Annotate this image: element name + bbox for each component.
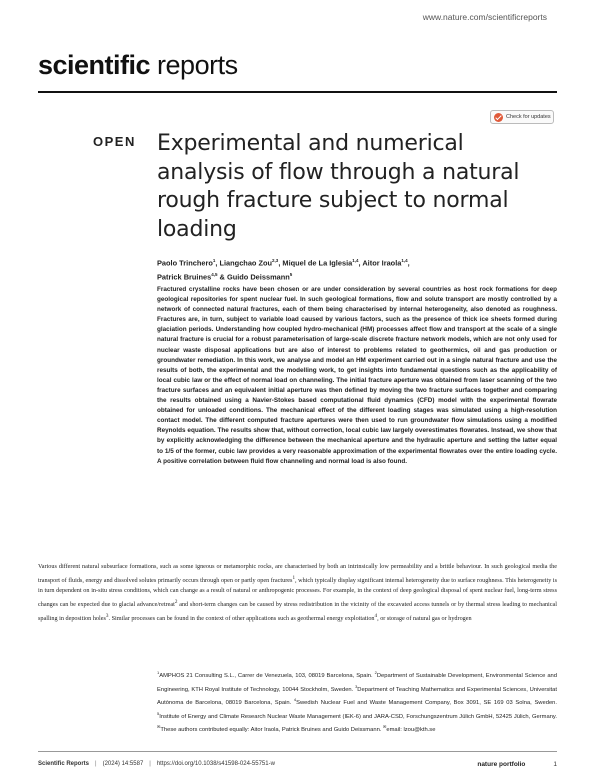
- author-affil-sup: 1: [212, 258, 216, 263]
- affil-sup: 1: [157, 670, 160, 675]
- body-text-segment: Various different natural subsurface formations, such as some igneous or metamorphic rocks, are characterised by both an intrinsically low permeability and a brittle behaviour. In such geological media the transport of fluids, energy and dissolved solutes primarily occurs through open or partly open fractures: [38, 563, 557, 584]
- author-affil-sup: 5: [289, 272, 293, 278]
- check-updates-label: Check for updates: [506, 114, 551, 120]
- abstract: Fractured crystalline rocks have been chosen or are under consideration by several countries as host rock formations for deep geological repositories for spent nuclear fuel. In such geological formations, flow and solute transport are mostly controlled by a network of connected natural fractures, each of them being characterised by internal heterogeneity, also denoted as roughness. Fractures are, in turn, subject to variable load caused by various factors, such as the presence of thick ice sheets formed during glaciation periods. Understanding how coupled hydro-mechanical (HM) processes affect flow and transport at the scale of a single natural fracture is crucial for a robust parameterisation of large-scale discrete fracture network models, which are not only used for nuclear waste disposal applications but are also of interest to problems related to geothermics, oil and gas production or groundwater remediation. In this work, we analyse and model an HM experiment carried out in a single natural fracture and use the results of both, the experimental and the modelling work, to get insights into fundamental questions such as the applicability of local cubic law or the effect of normal load on channeling. The initial fracture aperture was obtained from laser scanning of the two fracture surfaces and an equivalent initial aperture was then defined by moving the two fracture surfaces together and comparing the results obtained using a Navier-Stokes based computational fluid dynamics (CFD) model with the experimental flowrate obtained for unloaded conditions. The mechanical effect of the different loading stages was simulated using a high-resolution contact model. The different computed fracture apertures were then used to run groundwater flow simulations using a modified Reynolds equation. The results show that, without correction, local cubic law largely overestimates flowrates. Instead, we show that by explicitly acknowledging the difference between the mechanical aperture and the hydraulic aperture and setting the latter equal to 1/5 of the former, cubic law provides a very reasonable approximation of the experimental flowrates over the entire loading cycle. A positive correlation between fluid flow channeling and normal load is also found.: [157, 286, 557, 465]
- affiliations: [157, 668, 557, 736]
- open-access-label: OPEN: [93, 134, 136, 149]
- affil-text: Institute of Energy and Climate Research Nuclear Waste Management (IEK-6) and JARA-CSD, Forschungszentrum Jülich GmbH, 52425 Jülich, Germany.: [159, 713, 557, 720]
- affil-text: These authors contributed equally: Aitor Iraola, Patrick Bruines and Guido Deissmann.: [160, 726, 384, 733]
- body-text-segment: , which typically display significant internal heterogeneity due to surface roughness. This heterogeneity is in turn dependent on in-situ stress conditions, which can change as a result of natural or anthropogenic processes. For example, in the context of deep geological disposal of spent nuclear fuel, long-term stress changes can be expected due to glacial advance/retreat: [38, 576, 557, 608]
- footer-volume: (2024) 14:5587: [102, 761, 144, 767]
- author-name[interactable]: Patrick Bruines: [157, 272, 212, 282]
- footer-journal: Scientific Reports: [38, 761, 90, 767]
- affil-text: AMPHOS 21 Consulting S.L., Carrer de Venezuela, 103, 08019 Barcelona, Spain.: [159, 672, 375, 679]
- journal-logo[interactable]: [38, 50, 238, 81]
- author-affil-sup: 2,3: [272, 258, 279, 263]
- affil-text: Department of Sustainable Development, Environmental Science and Engineering, KTH Royal Institute of Technology, 10044 Stockholm, Sweden.: [157, 672, 557, 693]
- author-list: [157, 255, 557, 284]
- author-affil-sup: 4,5: [211, 272, 218, 278]
- footer-separator: |: [95, 761, 97, 767]
- journal-name-bold: scientific: [38, 50, 151, 80]
- email-icon: ✉: [383, 724, 387, 730]
- affil-sup: 2: [374, 670, 377, 675]
- affil-sup: 4: [293, 697, 297, 703]
- intro-paragraph: [38, 562, 557, 624]
- author-name[interactable]: , Liangchao Zou: [215, 258, 273, 268]
- citation-ref[interactable]: 4: [374, 612, 378, 619]
- author-name[interactable]: , Aitor Iraola: [358, 258, 402, 268]
- corresponding-email[interactable]: email: lzou@kth.se: [386, 726, 436, 733]
- header-rule: [38, 91, 557, 93]
- author-name[interactable]: , Miquel de La Iglesia: [278, 258, 353, 268]
- affil-text: Department of Teaching Mathematics and Experimental Sciences, Universitat Autònoma de Barcelona, 08019 Barcelona, Spain.: [157, 686, 557, 706]
- check-updates-icon: [494, 113, 503, 122]
- equal-contrib-icon: ✉: [157, 724, 161, 730]
- check-for-updates-button[interactable]: [490, 110, 554, 124]
- citation-ref[interactable]: 1: [292, 574, 296, 581]
- author-separator: ,: [407, 258, 410, 268]
- footer-separator: |: [149, 761, 151, 767]
- affil-text: Swedish Nuclear Fuel and Waste Management Company, Box 3091, SE 169 03 Solna, Sweden.: [296, 699, 558, 706]
- body-text-segment: , or storage of natural gas or hydrogen: [377, 614, 472, 622]
- journal-name-regular: reports: [150, 50, 238, 80]
- body-text-segment: and short-term changes can be caused by stress redistribution in the vicinity of the excavated access tunnels or by thermal stress leading to mechanical spalling in deposition holes: [38, 600, 557, 622]
- affil-sup: 5: [157, 710, 160, 716]
- affil-sup: 3: [355, 683, 358, 689]
- article-title: Experimental and numerical analysis of flow through a natural rough fracture subject to normal loading: [157, 131, 520, 242]
- citation-ref[interactable]: 3: [105, 612, 109, 619]
- footer-doi-link[interactable]: https://doi.org/10.1038/s41598-024-55751-w: [156, 761, 275, 767]
- journal-url[interactable]: www.nature.com/scientificreports: [422, 12, 547, 22]
- footer-rule: [38, 751, 557, 752]
- author-affil-sup: 1,4: [401, 258, 408, 263]
- body-text-segment: . Similar processes can be found in the context of other applications such as geothermal energy exploitation: [108, 614, 375, 622]
- author-name[interactable]: Paolo Trinchero: [157, 258, 213, 268]
- author-name[interactable]: & Guido Deissmann: [217, 272, 290, 282]
- page-footer: [38, 758, 557, 770]
- publisher-logo: nature portfolio: [477, 760, 526, 768]
- citation-ref[interactable]: 2: [174, 598, 178, 605]
- page-number: 1: [553, 760, 557, 768]
- author-affil-sup: 1,4: [352, 258, 359, 263]
